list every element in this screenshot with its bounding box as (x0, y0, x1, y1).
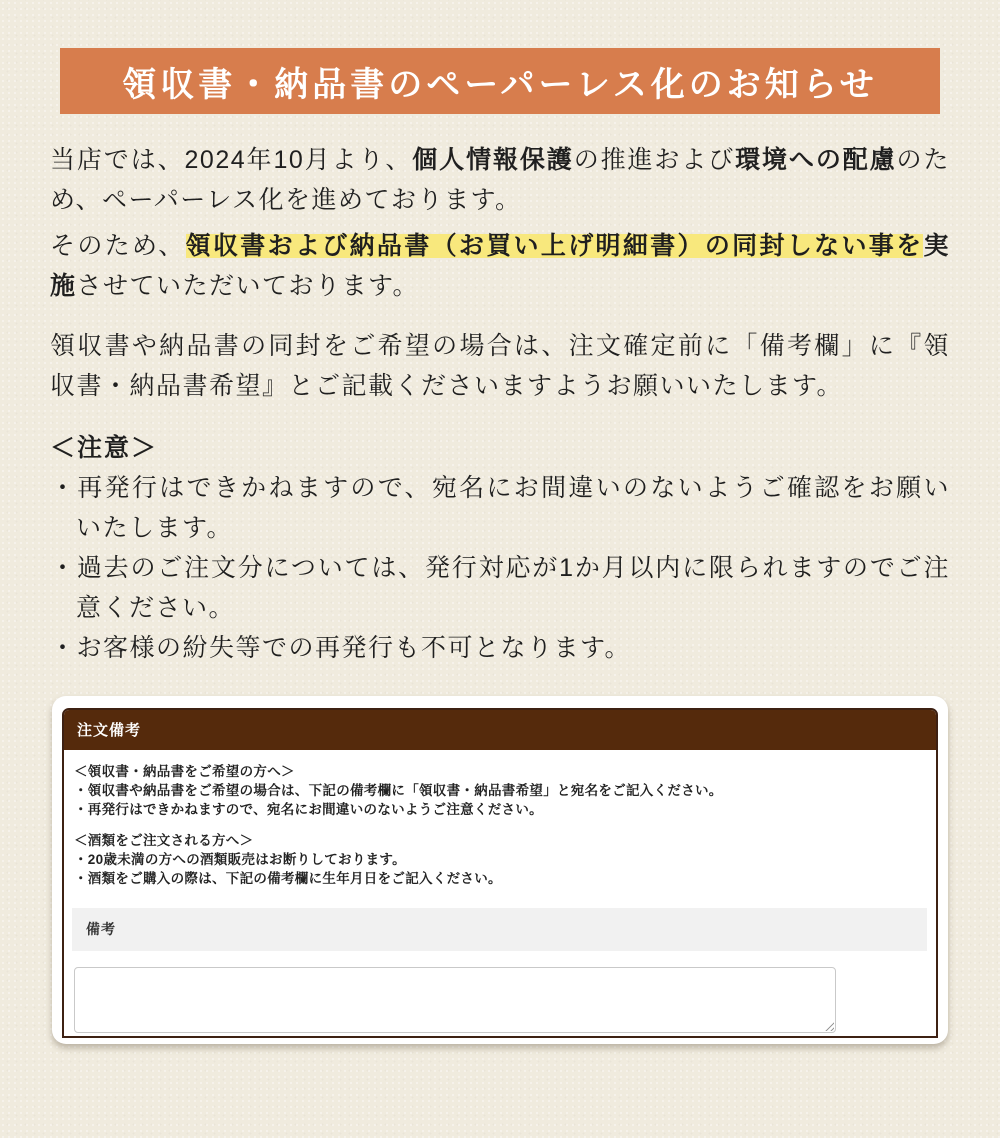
caution-item: ・過去のご注文分については、発行対応が1か月以内に限られますのでご注意ください。 (50, 554, 950, 622)
paragraph-intro (50, 140, 950, 220)
text-run-bold: 個人情報保護 (412, 146, 574, 174)
text-run-highlighted: 領収書および納品書（お買い上げ明細書）の同封しない事を (185, 232, 924, 260)
remarks-field-row (72, 908, 927, 951)
alcohol-section-item: ・酒類をご購入の際は、下記の備考欄に生年月日をご記入ください。 (74, 871, 502, 886)
remarks-textarea[interactable] (74, 967, 836, 1033)
order-note-form (62, 708, 938, 1038)
caution-item: ・お客様の紛失等での再発行も不可となります。 (50, 634, 632, 662)
caution-item: ・再発行はできかねますので、宛名にお間違いのないようご確認をお願いいたします。 (50, 474, 950, 542)
page (0, 48, 1000, 1138)
text-run: そのため、 (50, 232, 186, 260)
receipt-section-item: ・再発行はできかねますので、宛名にお間違いのないようご注意ください。 (74, 802, 543, 817)
alcohol-section-heading: ＜酒類をご注文される方へ＞ (74, 833, 254, 848)
receipt-section (74, 762, 926, 819)
text-run-bold: 環境への配慮 (735, 146, 897, 174)
alcohol-section (74, 831, 926, 888)
paragraph-request: 領収書や納品書の同封をご希望の場合は、注文確定前に「備考欄」に『領収書・納品書希望』とご記載くださいますようお願いいたします。 (50, 332, 950, 400)
receipt-section-item: ・領収書や納品書をご希望の場合は、下記の備考欄に「領収書・納品書希望」と宛名をご記入ください。 (74, 783, 723, 798)
notice-body (50, 140, 950, 668)
remarks-textarea-wrap (74, 967, 836, 1033)
text-run: 当店では、2024年10月より、 (50, 146, 413, 174)
paragraph-policy (50, 226, 950, 306)
notice-banner-title: 領収書・納品書のペーパーレス化のお知らせ (122, 65, 878, 104)
text-run-bold: 実施 (50, 232, 950, 300)
notice-banner (60, 48, 940, 114)
receipt-section-heading: ＜領収書・納品書をご希望の方へ＞ (74, 764, 295, 779)
remarks-field-label: 備考 (86, 921, 116, 937)
text-run: させていただいております。 (76, 272, 420, 300)
text-run: の推進および (573, 146, 736, 174)
text-run: のため、ペーパーレス化を進めております。 (50, 146, 950, 214)
order-note-card (52, 696, 948, 1044)
order-note-instructions (64, 750, 936, 888)
order-note-header: 注文備考 (64, 710, 936, 750)
caution-heading: ＜注意＞ (50, 434, 159, 462)
alcohol-section-item: ・20歳未満の方への酒類販売はお断りしております。 (74, 852, 406, 867)
